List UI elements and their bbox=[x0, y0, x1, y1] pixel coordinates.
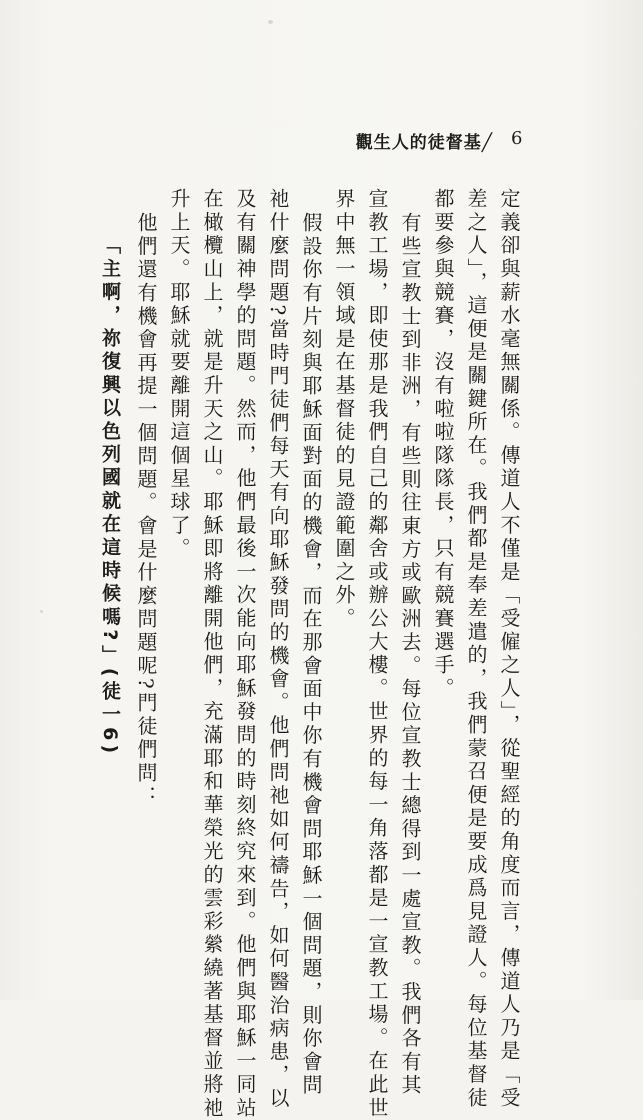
text-column: 在橄欖山上，就是升天之山。耶穌即將離開他們，充滿耶和華榮光的雲彩縈繞著基督並將祂 bbox=[200, 188, 224, 1120]
text-column: 差之人」，這便是關鍵所在。我們都是奉差遣的，我們蒙召便是要成爲見證人。每位基督徒 bbox=[464, 188, 488, 1110]
paper-speck bbox=[268, 20, 273, 24]
text-column: 有些宣教士到非洲，有些則往東方或歐洲去。每位宣教士總得到一處宣教。我們各有其 bbox=[398, 212, 422, 1098]
text-column: 祂什麼問題?當時門徒們每天有向耶穌發問的機會。他們問祂如何禱告，如何醫治病患，以 bbox=[266, 188, 290, 1111]
text-column: 升上天。耶穌就要離開這個星球了。 bbox=[167, 188, 191, 561]
running-head-title: 觀生人的徒督基╱ bbox=[355, 133, 493, 153]
text-column: 界中無一領域是在基督徒的見證範圍之外。 bbox=[332, 188, 356, 631]
text-column: 他們還有機會再提一個問題。會是什麼問題呢?門徒們問： bbox=[134, 212, 158, 809]
text-column: 定義卻與薪水毫無關係。傳道人不僅是「受僱之人」，從聖經的角度而言，傳道人乃是「受 bbox=[497, 188, 521, 1110]
text-column: 假設你有片刻與耶穌面對面的機會，而在那會面中你有機會問耶穌一個問題，則你會問 bbox=[299, 212, 323, 1098]
page-number: 6 bbox=[511, 128, 523, 149]
paper-speck bbox=[40, 610, 43, 613]
bible-quote-column: 「主啊，祢復興以色列國就在這時候嗎?」(徒一6) bbox=[99, 235, 121, 758]
page-header bbox=[0, 128, 643, 152]
text-column: 宣教工場，即使那是我們自己的鄰舍或辦公大樓。世界的每一角落都是一宣教工場。在此世 bbox=[365, 188, 389, 1120]
text-column: 及有關神學的問題。然而，他們最後一次能向耶穌發問的時刻終究來到。他們與耶穌一同站 bbox=[233, 188, 257, 1120]
text-column: 都要參與競賽，沒有啦啦隊隊長，只有競賽選手。 bbox=[431, 188, 455, 701]
